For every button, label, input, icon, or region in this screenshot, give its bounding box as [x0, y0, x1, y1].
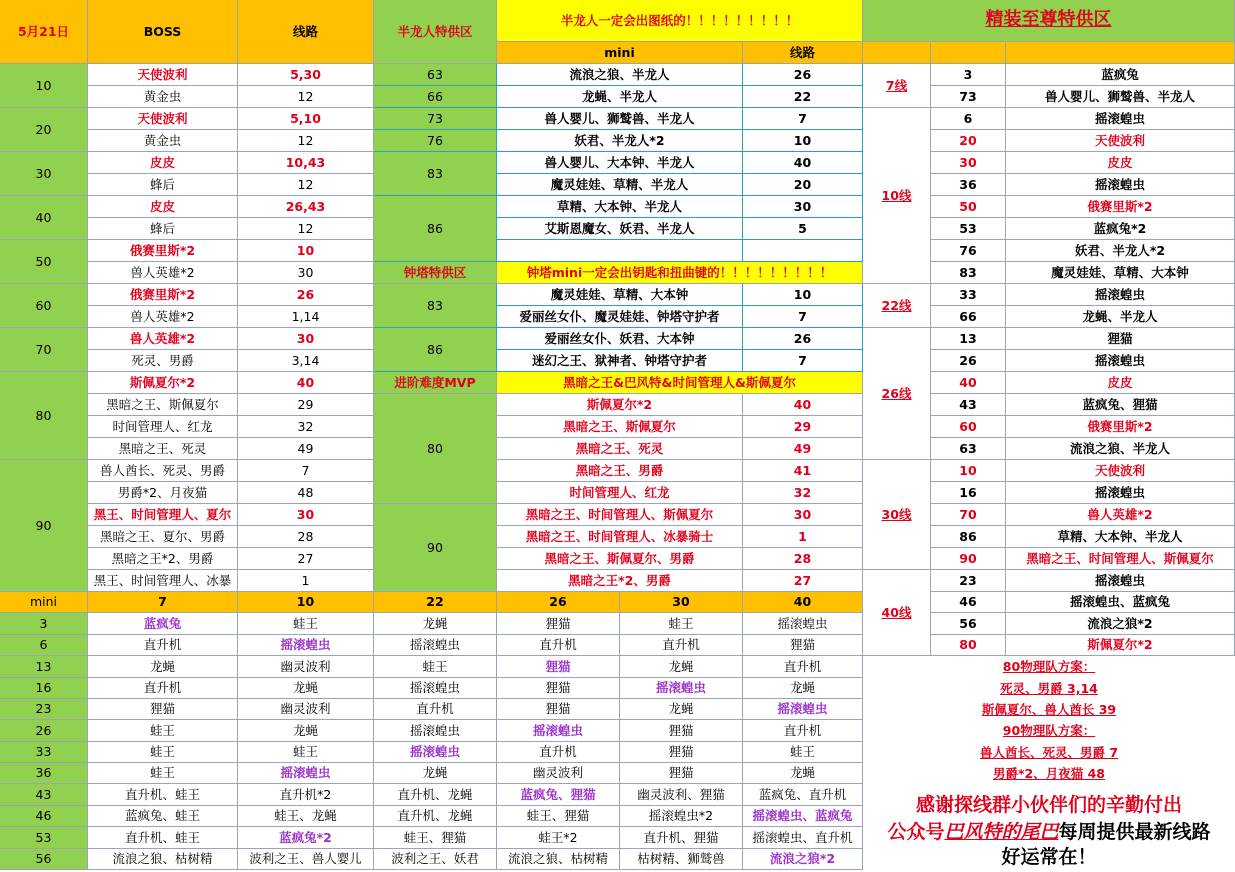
- mini-table-cell: 狸猫: [497, 656, 620, 678]
- mvp-line: 49: [743, 438, 863, 460]
- level-cell: 70: [0, 328, 88, 372]
- level-cell: 20: [0, 108, 88, 152]
- elite-mini: 俄赛里斯*2: [1006, 196, 1235, 218]
- team-plan-line: 死灵、男爵 3,14: [863, 678, 1235, 699]
- elite-mini: 皮皮: [1006, 152, 1235, 174]
- clock-line: 7: [743, 350, 863, 372]
- elite-line-number: 70: [931, 504, 1006, 526]
- mini-table-cell: 直升机: [497, 742, 620, 763]
- elite-group-label: 40线: [863, 570, 931, 656]
- boss-line: 29: [238, 394, 374, 416]
- mvp-zone-label: 进阶难度MVP: [374, 372, 497, 394]
- elite-mini: 摇滚蝗虫: [1006, 108, 1235, 130]
- mini-table-cell: 流浪之狼、枯树精: [497, 849, 620, 870]
- elite-line-number: 86: [931, 526, 1006, 548]
- mini-table-cell: 直升机: [88, 678, 238, 699]
- mini-table-level: 13: [0, 656, 88, 678]
- boss-line: 1,14: [238, 306, 374, 328]
- mvp-note: 黑暗之王&巴风特&时间管理人&斯佩夏尔: [497, 372, 863, 394]
- elite-mini: 蓝疯兔*2: [1006, 218, 1235, 240]
- half-orc-level: 86: [374, 196, 497, 262]
- clock-mini: 爱丽丝女仆、妖君、大本钟: [497, 328, 743, 350]
- mini-table-cell: 蓝疯兔*2: [238, 827, 374, 849]
- pub-suffix: 每周提供最新线路: [1058, 821, 1211, 844]
- level-cell: 50: [0, 240, 88, 284]
- mini-table-header: 7: [88, 592, 238, 613]
- mini-table-cell: 直升机、蛙王: [88, 827, 238, 849]
- boss-name: 蜂后: [88, 174, 238, 196]
- mini-table-cell: 蛙王: [88, 742, 238, 763]
- team-plan-line: 80物理队方案：: [863, 656, 1235, 678]
- mini-table-cell: 直升机: [374, 699, 497, 720]
- boss-line: 26: [238, 284, 374, 306]
- elite-line-number: 56: [931, 613, 1006, 635]
- clock-line: 7: [743, 306, 863, 328]
- elite-mini: 蓝疯兔: [1006, 64, 1235, 86]
- boss-name: 黑王、时间管理人、夏尔: [88, 504, 238, 526]
- boss-name: 天使波利: [88, 108, 238, 130]
- elite-group-label: 7线: [863, 64, 931, 108]
- level-cell: 30: [0, 152, 88, 196]
- elite-mini: 俄赛里斯*2: [1006, 416, 1235, 438]
- boss-line: 40: [238, 372, 374, 394]
- mini-table-cell: 摇滚蝗虫: [374, 678, 497, 699]
- mvp-line: 27: [743, 570, 863, 592]
- mini-table-cell: 蛙王: [620, 613, 743, 635]
- half-orc-line: [743, 240, 863, 262]
- mvp-mini: 黑暗之王、斯佩夏尔: [497, 416, 743, 438]
- elite-mini: 流浪之狼*2: [1006, 613, 1235, 635]
- elite-mini: 流浪之狼、半龙人: [1006, 438, 1235, 460]
- boss-name: 俄赛里斯*2: [88, 240, 238, 262]
- mini-table-cell: 蛙王: [238, 613, 374, 635]
- elite-line-number: 20: [931, 130, 1006, 152]
- clock-line: 26: [743, 328, 863, 350]
- boss-name: 死灵、男爵: [88, 350, 238, 372]
- mini-table-header: mini: [0, 592, 88, 613]
- team-plan-line: 男爵*2、月夜猫 48: [863, 763, 1235, 784]
- mini-table-level: 23: [0, 699, 88, 720]
- elite-mini: 蓝疯兔、狸猫: [1006, 394, 1235, 416]
- boss-name: 皮皮: [88, 196, 238, 218]
- elite-mini: 草精、大本钟、半龙人: [1006, 526, 1235, 548]
- elite-line-number: 46: [931, 592, 1006, 613]
- mini-table-cell: 直升机、龙蝇: [374, 806, 497, 827]
- mini-table-cell: 流浪之狼、枯树精: [88, 849, 238, 870]
- date-header: 5月21日: [0, 0, 88, 64]
- half-orc-mini: 艾斯恩魔女、妖君、半龙人: [497, 218, 743, 240]
- mini-table-cell: 摇滚蝗虫、直升机: [743, 827, 863, 849]
- clock-level: 86: [374, 328, 497, 372]
- mini-table-cell: 狸猫: [620, 763, 743, 784]
- mini-table-cell: 幽灵波利: [238, 699, 374, 720]
- level-cell: 60: [0, 284, 88, 328]
- boss-name: 黑暗之王、斯佩夏尔: [88, 394, 238, 416]
- mini-table-cell: 狸猫: [497, 699, 620, 720]
- mini-table-cell: 蓝疯兔: [88, 613, 238, 635]
- half-orc-note: 半龙人一定会出图纸的！！！！！！！！！: [497, 0, 863, 42]
- mini-table-cell: 龙蝇: [374, 613, 497, 635]
- mini-table-cell: 龙蝇: [88, 656, 238, 678]
- clock-mini: 迷幻之王、狱神者、钟塔守护者: [497, 350, 743, 372]
- boss-name: 黑暗之王、死灵: [88, 438, 238, 460]
- elite-line-number: 73: [931, 86, 1006, 108]
- mini-table-cell: 摇滚蝗虫: [374, 720, 497, 742]
- mini-table-cell: 摇滚蝗虫: [374, 742, 497, 763]
- boss-name: 黑暗之王、夏尔、男爵: [88, 526, 238, 548]
- mvp-mini: 斯佩夏尔*2: [497, 394, 743, 416]
- level-cell: 90: [0, 460, 88, 592]
- line2-header: 线路: [743, 42, 863, 64]
- half-orc-mini: [497, 240, 743, 262]
- elite-mini: 斯佩夏尔*2: [1006, 635, 1235, 656]
- elite-mini: 天使波利: [1006, 460, 1235, 482]
- boss-name: 黄金虫: [88, 86, 238, 108]
- mini-table-level: 16: [0, 678, 88, 699]
- mini-table-cell: 摇滚蝗虫: [238, 635, 374, 656]
- mvp-level: 80: [374, 394, 497, 504]
- mini-table-cell: 龙蝇: [374, 763, 497, 784]
- elite-line-number: 10: [931, 460, 1006, 482]
- half-orc-mini: 流浪之狼、半龙人: [497, 64, 743, 86]
- boss-line: 12: [238, 218, 374, 240]
- boss-name: 男爵*2、月夜猫: [88, 482, 238, 504]
- level-cell: 40: [0, 196, 88, 240]
- mini-table-cell: 摇滚蝗虫: [743, 613, 863, 635]
- elite-line-number: 16: [931, 482, 1006, 504]
- mini-table-cell: 蓝疯兔、狸猫: [497, 784, 620, 806]
- mini-table-header: 30: [620, 592, 743, 613]
- elite-line-number: 43: [931, 394, 1006, 416]
- elite-line-number: 40: [931, 372, 1006, 394]
- mini-table-cell: 蛙王*2: [497, 827, 620, 849]
- half-orc-mini: 妖君、半龙人*2: [497, 130, 743, 152]
- boss-line: 7: [238, 460, 374, 482]
- clock-zone-label: 钟塔特供区: [374, 262, 497, 284]
- elite-line-number: 26: [931, 350, 1006, 372]
- mini-table-cell: 摇滚蝗虫: [374, 635, 497, 656]
- elite-mini: 摇滚蝗虫: [1006, 350, 1235, 372]
- mini-table-cell: 狸猫: [620, 720, 743, 742]
- elite-line-number: 23: [931, 570, 1006, 592]
- mini-table-cell: 幽灵波利: [238, 656, 374, 678]
- mvp-level: 90: [374, 504, 497, 592]
- boss-name: 兽人英雄*2: [88, 306, 238, 328]
- mini-table-cell: 摇滚蝗虫: [620, 678, 743, 699]
- boss-line: 5,10: [238, 108, 374, 130]
- luck-text: 好运常在！: [1001, 846, 1097, 869]
- boss-name: 黑王、时间管理人、冰暴: [88, 570, 238, 592]
- mvp-mini: 黑暗之王、时间管理人、斯佩夏尔: [497, 504, 743, 526]
- mini-table-level: 53: [0, 827, 88, 849]
- boss-line: 12: [238, 86, 374, 108]
- boss-name: 皮皮: [88, 152, 238, 174]
- elite-mini: 摇滚蝗虫: [1006, 482, 1235, 504]
- boss-header: BOSS: [88, 0, 238, 64]
- elite-mini: 妖君、半龙人*2: [1006, 240, 1235, 262]
- half-orc-mini: 龙蝇、半龙人: [497, 86, 743, 108]
- mvp-mini: 黑暗之王、死灵: [497, 438, 743, 460]
- boss-line: 32: [238, 416, 374, 438]
- mini-table-header: 22: [374, 592, 497, 613]
- clock-mini: 魔灵娃娃、草精、大本钟: [497, 284, 743, 306]
- elite-line-number: 30: [931, 152, 1006, 174]
- mvp-mini: 黑暗之王、男爵: [497, 460, 743, 482]
- mini-table-cell: 直升机: [743, 656, 863, 678]
- half-orc-level: 66: [374, 86, 497, 108]
- boss-line: 10,43: [238, 152, 374, 174]
- mini-table-level: 3: [0, 613, 88, 635]
- half-orc-line: 10: [743, 130, 863, 152]
- boss-name: 斯佩夏尔*2: [88, 372, 238, 394]
- elite-group-label: 30线: [863, 460, 931, 570]
- elite-line-number: 80: [931, 635, 1006, 656]
- mini-table-cell: 波利之王、兽人婴儿: [238, 849, 374, 870]
- boss-name: 兽人英雄*2: [88, 262, 238, 284]
- mini-table-level: 6: [0, 635, 88, 656]
- mini-table-cell: 蓝疯兔、蛙王: [88, 806, 238, 827]
- boss-line: 3,14: [238, 350, 374, 372]
- mini-table-cell: 龙蝇: [238, 720, 374, 742]
- mini-table-cell: 直升机: [743, 720, 863, 742]
- elite-mini: 兽人英雄*2: [1006, 504, 1235, 526]
- mini-table-cell: 直升机、蛙王: [88, 784, 238, 806]
- half-orc-level: 83: [374, 152, 497, 196]
- elite-blank-1: [863, 42, 931, 64]
- mini-table-level: 26: [0, 720, 88, 742]
- mvp-line: 41: [743, 460, 863, 482]
- elite-line-number: 76: [931, 240, 1006, 262]
- boss-line: 30: [238, 262, 374, 284]
- mini-table-cell: 摇滚蝗虫*2: [620, 806, 743, 827]
- boss-line: 26,43: [238, 196, 374, 218]
- mini-table-cell: 蛙王: [88, 763, 238, 784]
- mini-table-cell: 蛙王: [238, 742, 374, 763]
- pub-name: 巴风特的尾巴: [944, 821, 1059, 844]
- mini-table-cell: 摇滚蝗虫: [497, 720, 620, 742]
- elite-mini: 摇滚蝗虫、蓝疯兔: [1006, 592, 1235, 613]
- elite-line-number: 83: [931, 262, 1006, 284]
- level-cell: 80: [0, 372, 88, 460]
- elite-group-label: 22线: [863, 284, 931, 328]
- elite-line-number: 60: [931, 416, 1006, 438]
- mini-table-cell: 流浪之狼*2: [743, 849, 863, 870]
- team-plan-line: 斯佩夏尔、兽人酋长 39: [863, 699, 1235, 720]
- clock-line: 10: [743, 284, 863, 306]
- half-orc-line: 30: [743, 196, 863, 218]
- pub-prefix: 公众号: [887, 821, 945, 844]
- mini-table-cell: 摇滚蝗虫: [743, 699, 863, 720]
- boss-line: 12: [238, 174, 374, 196]
- elite-line-number: 13: [931, 328, 1006, 350]
- team-plan-line: 兽人酋长、死灵、男爵 7: [863, 742, 1235, 763]
- half-orc-line: 20: [743, 174, 863, 196]
- mvp-line: 28: [743, 548, 863, 570]
- half-orc-mini: 草精、大本钟、半龙人: [497, 196, 743, 218]
- boss-line: 27: [238, 548, 374, 570]
- mini-table-cell: 蓝疯兔、直升机: [743, 784, 863, 806]
- elite-line-number: 66: [931, 306, 1006, 328]
- elite-mini: 天使波利: [1006, 130, 1235, 152]
- elite-line-number: 63: [931, 438, 1006, 460]
- elite-mini: 兽人婴儿、狮鹫兽、半龙人: [1006, 86, 1235, 108]
- mini-table-header: 26: [497, 592, 620, 613]
- mini-table-cell: 龙蝇: [743, 678, 863, 699]
- mini-table-cell: 狸猫: [88, 699, 238, 720]
- public-account-line: [863, 820, 1235, 846]
- half-orc-line: 7: [743, 108, 863, 130]
- boss-line: 12: [238, 130, 374, 152]
- elite-mini: 摇滚蝗虫: [1006, 284, 1235, 306]
- boss-name: 天使波利: [88, 64, 238, 86]
- elite-group-label: 10线: [863, 108, 931, 284]
- mini-table-cell: 狸猫: [497, 678, 620, 699]
- half-orc-zone-header: 半龙人特供区: [374, 0, 497, 64]
- mini-table-cell: 蛙王: [374, 656, 497, 678]
- mini-table-cell: 龙蝇: [620, 656, 743, 678]
- half-orc-mini: 兽人婴儿、狮鹫兽、半龙人: [497, 108, 743, 130]
- boss-name: 兽人英雄*2: [88, 328, 238, 350]
- mvp-mini: 黑暗之王*2、男爵: [497, 570, 743, 592]
- line-header: 线路: [238, 0, 374, 64]
- boss-line: 49: [238, 438, 374, 460]
- mini-table-cell: 蛙王、狸猫: [374, 827, 497, 849]
- mini-table-level: 36: [0, 763, 88, 784]
- mini-table-cell: 直升机、狸猫: [620, 827, 743, 849]
- elite-mini: 摇滚蝗虫: [1006, 174, 1235, 196]
- boss-line: 28: [238, 526, 374, 548]
- clock-note: 钟塔mini一定会出钥匙和扭曲键的！！！！！！！！！: [497, 262, 863, 284]
- mvp-line: 29: [743, 416, 863, 438]
- level-cell: 10: [0, 64, 88, 108]
- boss-line: 5,30: [238, 64, 374, 86]
- half-orc-line: 5: [743, 218, 863, 240]
- mini-table-cell: 幽灵波利: [497, 763, 620, 784]
- elite-mini: 龙蝇、半龙人: [1006, 306, 1235, 328]
- half-orc-level: 63: [374, 64, 497, 86]
- mvp-line: 1: [743, 526, 863, 548]
- boss-line: 30: [238, 504, 374, 526]
- mini-table-cell: 摇滚蝗虫、蓝疯兔: [743, 806, 863, 827]
- elite-mini: 摇滚蝗虫: [1006, 570, 1235, 592]
- mvp-line: 30: [743, 504, 863, 526]
- mini-table-cell: 直升机: [88, 635, 238, 656]
- elite-zone-header: 精装至尊特供区: [863, 0, 1235, 42]
- mini-table-header: 10: [238, 592, 374, 613]
- elite-line-number: 36: [931, 174, 1006, 196]
- elite-line-number: 33: [931, 284, 1006, 306]
- thanks-text: 感谢探线群小伙伴们的辛勤付出: [915, 794, 1182, 817]
- boss-name: 兽人酋长、死灵、男爵: [88, 460, 238, 482]
- mini-table-cell: 龙蝇: [238, 678, 374, 699]
- mini-table-cell: 直升机、龙蝇: [374, 784, 497, 806]
- clock-level: 83: [374, 284, 497, 328]
- boss-name: 蜂后: [88, 218, 238, 240]
- mini-table-level: 43: [0, 784, 88, 806]
- mvp-line: 40: [743, 394, 863, 416]
- mini-table-cell: 枯树精、狮鹫兽: [620, 849, 743, 870]
- elite-line-number: 53: [931, 218, 1006, 240]
- mini-table-cell: 蛙王、狸猫: [497, 806, 620, 827]
- elite-group-label: 26线: [863, 328, 931, 460]
- boss-name: 俄赛里斯*2: [88, 284, 238, 306]
- boss-name: 时间管理人、红龙: [88, 416, 238, 438]
- half-orc-line: 40: [743, 152, 863, 174]
- boss-line: 30: [238, 328, 374, 350]
- clock-mini: 爱丽丝女仆、魔灵娃娃、钟塔守护者: [497, 306, 743, 328]
- half-orc-line: 26: [743, 64, 863, 86]
- mini-table-header: 40: [743, 592, 863, 613]
- boss-line: 10: [238, 240, 374, 262]
- mini-table-level: 46: [0, 806, 88, 827]
- boss-name: 黑暗之王*2、男爵: [88, 548, 238, 570]
- half-orc-mini: 魔灵娃娃、草精、半龙人: [497, 174, 743, 196]
- elite-mini: 皮皮: [1006, 372, 1235, 394]
- mini-table-cell: 龙蝇: [620, 699, 743, 720]
- boss-name: 黄金虫: [88, 130, 238, 152]
- mini-table-cell: 龙蝇: [743, 763, 863, 784]
- elite-mini: 狸猫: [1006, 328, 1235, 350]
- mini-table-level: 33: [0, 742, 88, 763]
- mini-table-cell: 狸猫: [497, 613, 620, 635]
- mini-table-cell: 狸猫: [620, 742, 743, 763]
- elite-blank-3: [1006, 42, 1235, 64]
- mini-table-cell: 蛙王: [743, 742, 863, 763]
- mini-table-level: 56: [0, 849, 88, 870]
- mini-table-cell: 直升机*2: [238, 784, 374, 806]
- mini-table-cell: 幽灵波利、狸猫: [620, 784, 743, 806]
- half-orc-level: 76: [374, 130, 497, 152]
- elite-line-number: 90: [931, 548, 1006, 570]
- elite-mini: 黑暗之王、时间管理人、斯佩夏尔: [1006, 548, 1235, 570]
- mini-table-cell: 直升机: [620, 635, 743, 656]
- elite-line-number: 50: [931, 196, 1006, 218]
- mini-table-cell: 蛙王: [88, 720, 238, 742]
- mini-table-cell: 摇滚蝗虫: [238, 763, 374, 784]
- half-orc-mini: 兽人婴儿、大本钟、半龙人: [497, 152, 743, 174]
- mini-table-cell: 波利之王、妖君: [374, 849, 497, 870]
- mini-table-cell: 狸猫: [743, 635, 863, 656]
- half-orc-level: 73: [374, 108, 497, 130]
- mvp-mini: 黑暗之王、斯佩夏尔、男爵: [497, 548, 743, 570]
- mvp-line: 32: [743, 482, 863, 504]
- boss-line: 1: [238, 570, 374, 592]
- mini-header: mini: [497, 42, 743, 64]
- half-orc-line: 22: [743, 86, 863, 108]
- boss-line: 48: [238, 482, 374, 504]
- mini-table-cell: 蛙王、龙蝇: [238, 806, 374, 827]
- elite-line-number: 3: [931, 64, 1006, 86]
- team-plan-line: 90物理队方案：: [863, 720, 1235, 742]
- elite-blank-2: [931, 42, 1006, 64]
- mvp-mini: 时间管理人、红龙: [497, 482, 743, 504]
- elite-line-number: 6: [931, 108, 1006, 130]
- elite-mini: 魔灵娃娃、草精、大本钟: [1006, 262, 1235, 284]
- mvp-mini: 黑暗之王、时间管理人、冰暴骑士: [497, 526, 743, 548]
- mini-table-cell: 直升机: [497, 635, 620, 656]
